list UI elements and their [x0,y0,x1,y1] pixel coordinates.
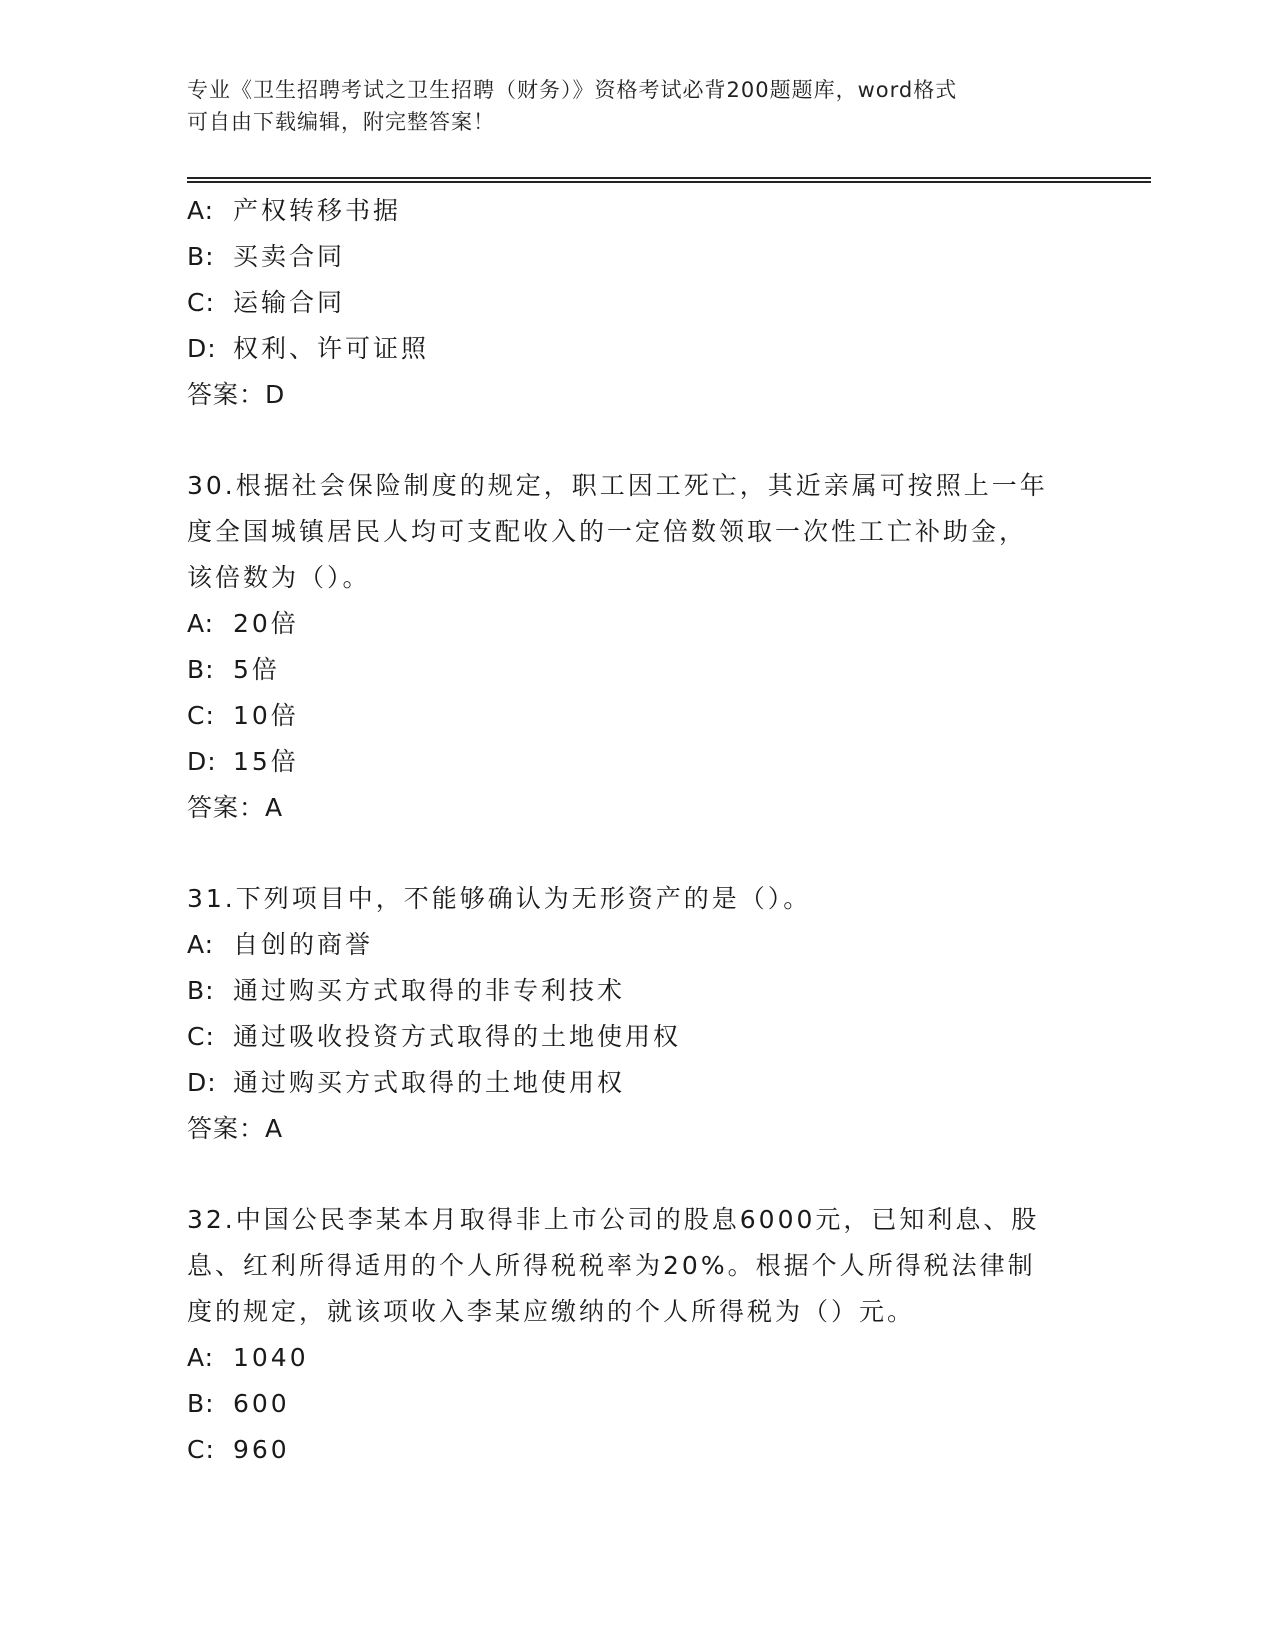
header-divider-thick [187,181,1151,183]
option-label: B: [187,1389,215,1418]
option-b [187,968,1107,1014]
answer-line: 答案：D [187,380,286,409]
option-text: 10倍 [233,701,299,730]
option-text: 15倍 [233,747,299,776]
option-text: 960 [233,1435,290,1464]
option-text: 产权转移书据 [233,196,402,225]
question-text-line: 32.中国公民李某本月取得非上市公司的股息6000元，已知利息、股 [187,1205,1040,1234]
option-c [187,280,1107,326]
answer-line: 答案：A [187,1114,284,1143]
option-a [187,922,1107,968]
option-c [187,1014,1107,1060]
option-label: A: [187,930,215,959]
option-a [187,1335,1107,1381]
option-text: 20倍 [233,609,299,638]
question-30 [187,463,1107,831]
question-32 [187,1197,1107,1473]
option-c [187,693,1107,739]
question-text-line: 该倍数为（）。 [187,563,371,592]
option-text: 通过购买方式取得的非专利技术 [233,976,626,1005]
header-line-2: 可自由下载编辑，附完整答案！ [187,110,495,134]
option-text: 1040 [233,1343,309,1372]
option-label: A: [187,196,215,225]
option-label: A: [187,1343,215,1372]
option-label: B: [187,976,215,1005]
option-text: 买卖合同 [233,242,346,271]
option-label: C: [187,1022,215,1051]
option-label: B: [187,655,215,684]
document-header [187,74,1067,138]
question-content [187,188,1107,1473]
option-text: 自创的商誉 [233,930,374,959]
option-text: 5倍 [233,655,280,684]
option-d [187,1060,1107,1106]
question-text-line: 度全国城镇居民人均可支配收入的一定倍数领取一次性工亡补助金， [187,517,1028,546]
option-label: C: [187,1435,215,1464]
option-label: A: [187,609,215,638]
option-d [187,326,1107,372]
question-31 [187,876,1107,1152]
option-label: C: [187,288,215,317]
option-b [187,234,1107,280]
option-text: 运输合同 [233,288,346,317]
header-line-1: 专业《卫生招聘考试之卫生招聘（财务）》资格考试必背200题题库，word格式 [187,78,958,102]
option-label: C: [187,701,215,730]
option-label: B: [187,242,215,271]
option-b [187,1381,1107,1427]
option-c [187,1427,1107,1473]
option-d [187,739,1107,785]
option-a [187,601,1107,647]
question-text-line: 30.根据社会保险制度的规定，职工因工死亡，其近亲属可按照上一年 [187,471,1048,500]
option-text: 通过购买方式取得的土地使用权 [233,1068,626,1097]
option-text: 通过吸收投资方式取得的土地使用权 [233,1022,682,1051]
option-label: D: [187,1068,217,1097]
option-label: D: [187,747,217,776]
question-text-line: 31.下列项目中，不能够确认为无形资产的是（）。 [187,884,812,913]
option-text: 600 [233,1389,290,1418]
header-divider-thin [187,177,1151,179]
prev-question-block [187,188,1107,418]
option-text: 权利、许可证照 [233,334,430,363]
option-label: D: [187,334,217,363]
option-b [187,647,1107,693]
option-a [187,188,1107,234]
question-text-line: 息、红利所得适用的个人所得税税率为20%。根据个人所得税法律制 [187,1251,1036,1280]
answer-line: 答案：A [187,793,284,822]
question-text-line: 度的规定，就该项收入李某应缴纳的个人所得税为（）元。 [187,1297,916,1326]
